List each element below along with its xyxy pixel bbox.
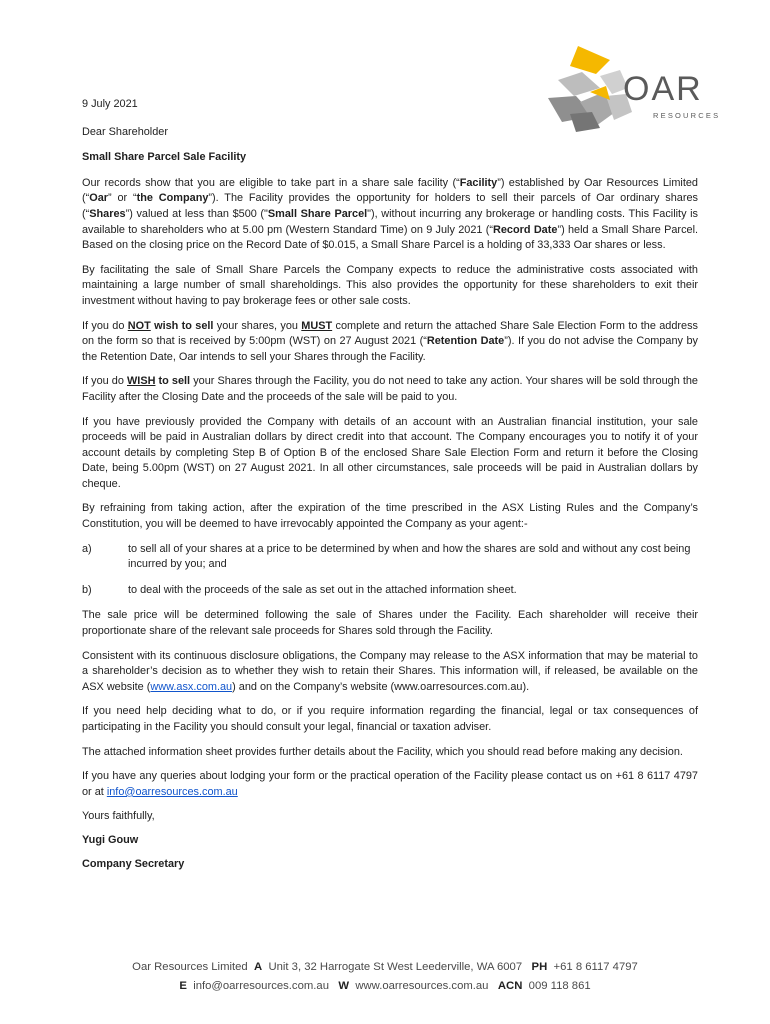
letter-heading: Small Share Parcel Sale Facility [82, 151, 247, 164]
logo-wordmark: OAR [623, 70, 703, 108]
paragraph-payment: If you have previously provided the Company with details of an account with an Australian financial institution, your sale proceeds will be paid in Australian dollars by direct credit into that account. The Company encourages you to notify it of your account details by completing Step B of Option B of the enclosed Share Sale Election Form and return it before the Closing Date, being 5.00pm (WST) on 27 August 2021. In all other circumstances, sale proceeds will be paid in Australian dollars by cheque. [82, 415, 698, 490]
paragraph-agent: By refraining from taking action, after the expiration of the time prescribed in the ASX Listing Rules and the Company’s Constitution, you will be deemed to have irrevocably appointed the Company as your agent:- [82, 502, 698, 531]
paragraph-queries: If you have any queries about lodging your form or the practical operation of the Facility please contact us on +61 8 6117 4797 or at info@oarresources.com.au [82, 770, 698, 798]
letter-body [82, 97, 698, 880]
salutation: Dear Shareholder [82, 125, 168, 138]
logo-subtitle: RESOURCES [653, 111, 721, 120]
letter-date: 9 July 2021 [82, 98, 138, 110]
paragraph-sale-price: The sale price will be determined following the sale of Shares under the Facility. Each shareholder will receive their proportionate share of the relevant sale proceeds for Shares sold through the Facility. [82, 609, 698, 638]
paragraph-purpose: By facilitating the sale of Small Share Parcels the Company expects to reduce the administrative costs associated with maintaining a large number of small shareholdings. This also provides the opportunity for these shareholders to exit their investment without having to pay brokerage fees or other sale costs. [82, 263, 698, 307]
closing: Yours faithfully, [82, 810, 155, 823]
paragraph-info-sheet: The attached information sheet provides further details about the Facility, which you should read before making any decision. [82, 745, 683, 758]
list-item: b) to deal with the proceeds of the sale as set out in the attached information sheet. [82, 583, 517, 596]
footer-line-1: Oar Resources Limited A Unit 3, 32 Harrogate St West Leederville, WA 6007 PH +61 8 6117 4797 [132, 961, 638, 973]
paragraph-disclosure: Consistent with its continuous disclosure obligations, the Company may release to the ASX information that may be material to a shareholder’s decision as to whether they wish to retain their Shares. This information will, if released, be available on the ASX website (www.asx.com.au) and on the Company’s website (www.oarresources.com.au). [82, 649, 698, 693]
letter-footer [0, 958, 770, 996]
asx-website-link[interactable]: www.asx.com.au [150, 680, 233, 693]
paragraph-not-sell: If you do NOT wish to sell your shares, you MUST complete and return the attached Share Sale Election Form to the address on the form so that is received by 5:00pm (WST) on 27 August 2021 (“Retention Date”). If you do not advise the Company by the Retention Date, Oar intends to sell your Shares through the Facility. [82, 319, 698, 363]
footer-line-2: E info@oarresources.com.au W www.oarresources.com.au ACN 009 118 861 [179, 980, 591, 992]
paragraph-advice: If you need help deciding what to do, or if you require information regarding the financial, legal or tax consequences of participating in the Facility you should consult your legal, financial or taxation adviser. [82, 705, 698, 733]
paragraph-eligibility: Our records show that you are eligible to take part in a share sale facility (“Facility”) established by Oar Resources Limited (“Oar” or “the Company”). The Facility provides the opportunity for holders to sell their parcels of Oar ordinary shares (“Shares”) valued at less than $500 ("Small Share Parcel"), without incurring any brokerage or handling costs. This Facility is available to shareholders who at 5.00 pm (Western Standard Time) on 9 July 2021 (“Record Date”) held a Small Share Parcel. Based on the closing price on the Record Date of $0.015, a Small Share Parcel is a holding of 33,333 Oar shares or less. [82, 176, 699, 252]
list-item: a) to sell all of your shares at a price to be determined by when and how the shares are sold and without any cost being incurred by you; and [82, 542, 691, 571]
email-link[interactable]: info@oarresources.com.au [106, 785, 238, 798]
signer-name: Yugi Gouw [82, 833, 139, 846]
agent-list [82, 542, 698, 599]
paragraph-wish-sell: If you do WISH to sell your Shares through the Facility, you do not need to take any action. Your shares will be sold through the Facility after the Closing Date and the proceeds of the sale will be paid to you. [82, 375, 698, 403]
signer-title: Company Secretary [82, 857, 185, 870]
